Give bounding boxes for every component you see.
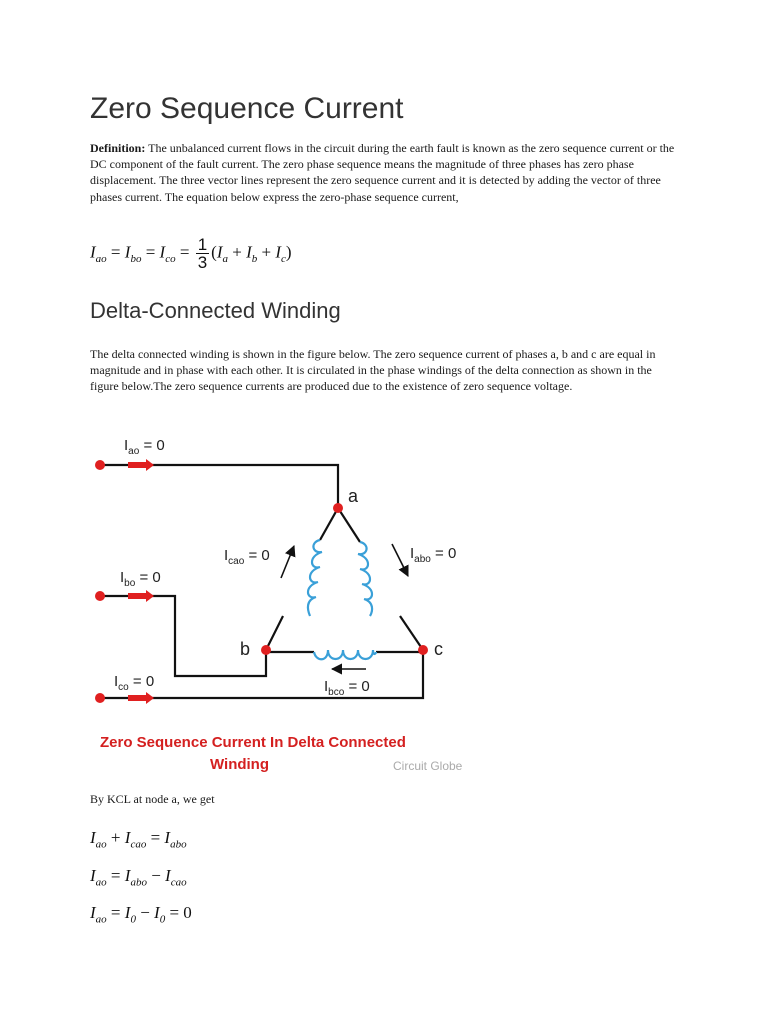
delta-winding-figure (88, 420, 488, 780)
coil-ab (308, 540, 322, 616)
page-title: Zero Sequence Current (90, 92, 404, 125)
node-a (333, 503, 343, 513)
kcl-equation-1: $I_{ao} + I_{cao} = I_{abo}$ (90, 828, 187, 851)
arrow-cao (281, 546, 294, 578)
label-ibo: $I_{bo} = 0$ (120, 569, 161, 589)
side-ab-top (320, 508, 338, 540)
label-iabo: $I_{abo} = 0$ (410, 545, 457, 565)
side-ac-top (338, 508, 360, 542)
node-c (418, 645, 428, 655)
definition-text: The unbalanced current flows in the circuit during the earth fault is known as the zero sequence current or the DC component of the fault current. The zero phase sequence means the magnitude of three phases has zero phase displacement. The three vector lines represent the zero sequence current and it is detected by adding the vector of three phases current. The equation below express the zero-phase sequence current, (90, 141, 675, 204)
terminal-b (95, 591, 105, 601)
figure-caption-line1: Zero Sequence Current In Delta Connected (100, 734, 406, 751)
terminal-c (95, 693, 105, 703)
label-iao: $I_{ao} = 0$ (124, 437, 165, 457)
kcl-equation-2: $I_{ao} = I_{abo} - I_{cao}$ (90, 866, 187, 889)
coil-ac (358, 542, 372, 616)
section-heading: Delta-Connected Winding (90, 298, 341, 323)
node-label-c: c (434, 639, 443, 659)
zero-sequence-equation: $I_{ao} = I_{bo} = I_{co}$ = $\frac{1}{3}$ $(I_a + I_b + I_c)$ (90, 235, 292, 272)
node-label-a: a (348, 486, 359, 506)
current-direction-arrows (281, 544, 408, 669)
wire-a (100, 465, 338, 508)
kcl-equation-3: $I_{ao} = I_0 - I_0 = 0$ (90, 903, 192, 926)
terminal-a (95, 460, 105, 470)
definition-paragraph (90, 140, 680, 205)
coil-bc (314, 650, 376, 659)
coils (308, 540, 376, 659)
label-icao: $I_{cao} = 0$ (224, 547, 270, 567)
side-ac-bottom (400, 616, 423, 650)
fraction-one-third: $\frac{1}{3}$ (197, 235, 208, 272)
kcl-text: By KCL at node a, we get (90, 792, 215, 806)
node-b (261, 645, 271, 655)
side-ab-bottom (266, 616, 283, 650)
wire-b (100, 596, 266, 676)
label-ibco: $I_{bco} = 0$ (324, 678, 370, 698)
arrow-abo (392, 544, 408, 576)
figure-caption-line2: Winding (210, 756, 270, 773)
definition-label: Definition: (90, 141, 146, 155)
watermark: Circuit Globe (393, 759, 463, 773)
delta-paragraph: The delta connected winding is shown in the figure below. The zero sequence current of phases a, b and c are equal in magnitude and in phase with each other. It is circulated in the phase windings of the delta connection as shown in the figure below.The zero sequence currents are produced due to the existence of zero sequence voltage. (90, 347, 656, 394)
label-ico: $I_{co} = 0$ (114, 673, 155, 693)
node-label-b: b (240, 639, 251, 659)
